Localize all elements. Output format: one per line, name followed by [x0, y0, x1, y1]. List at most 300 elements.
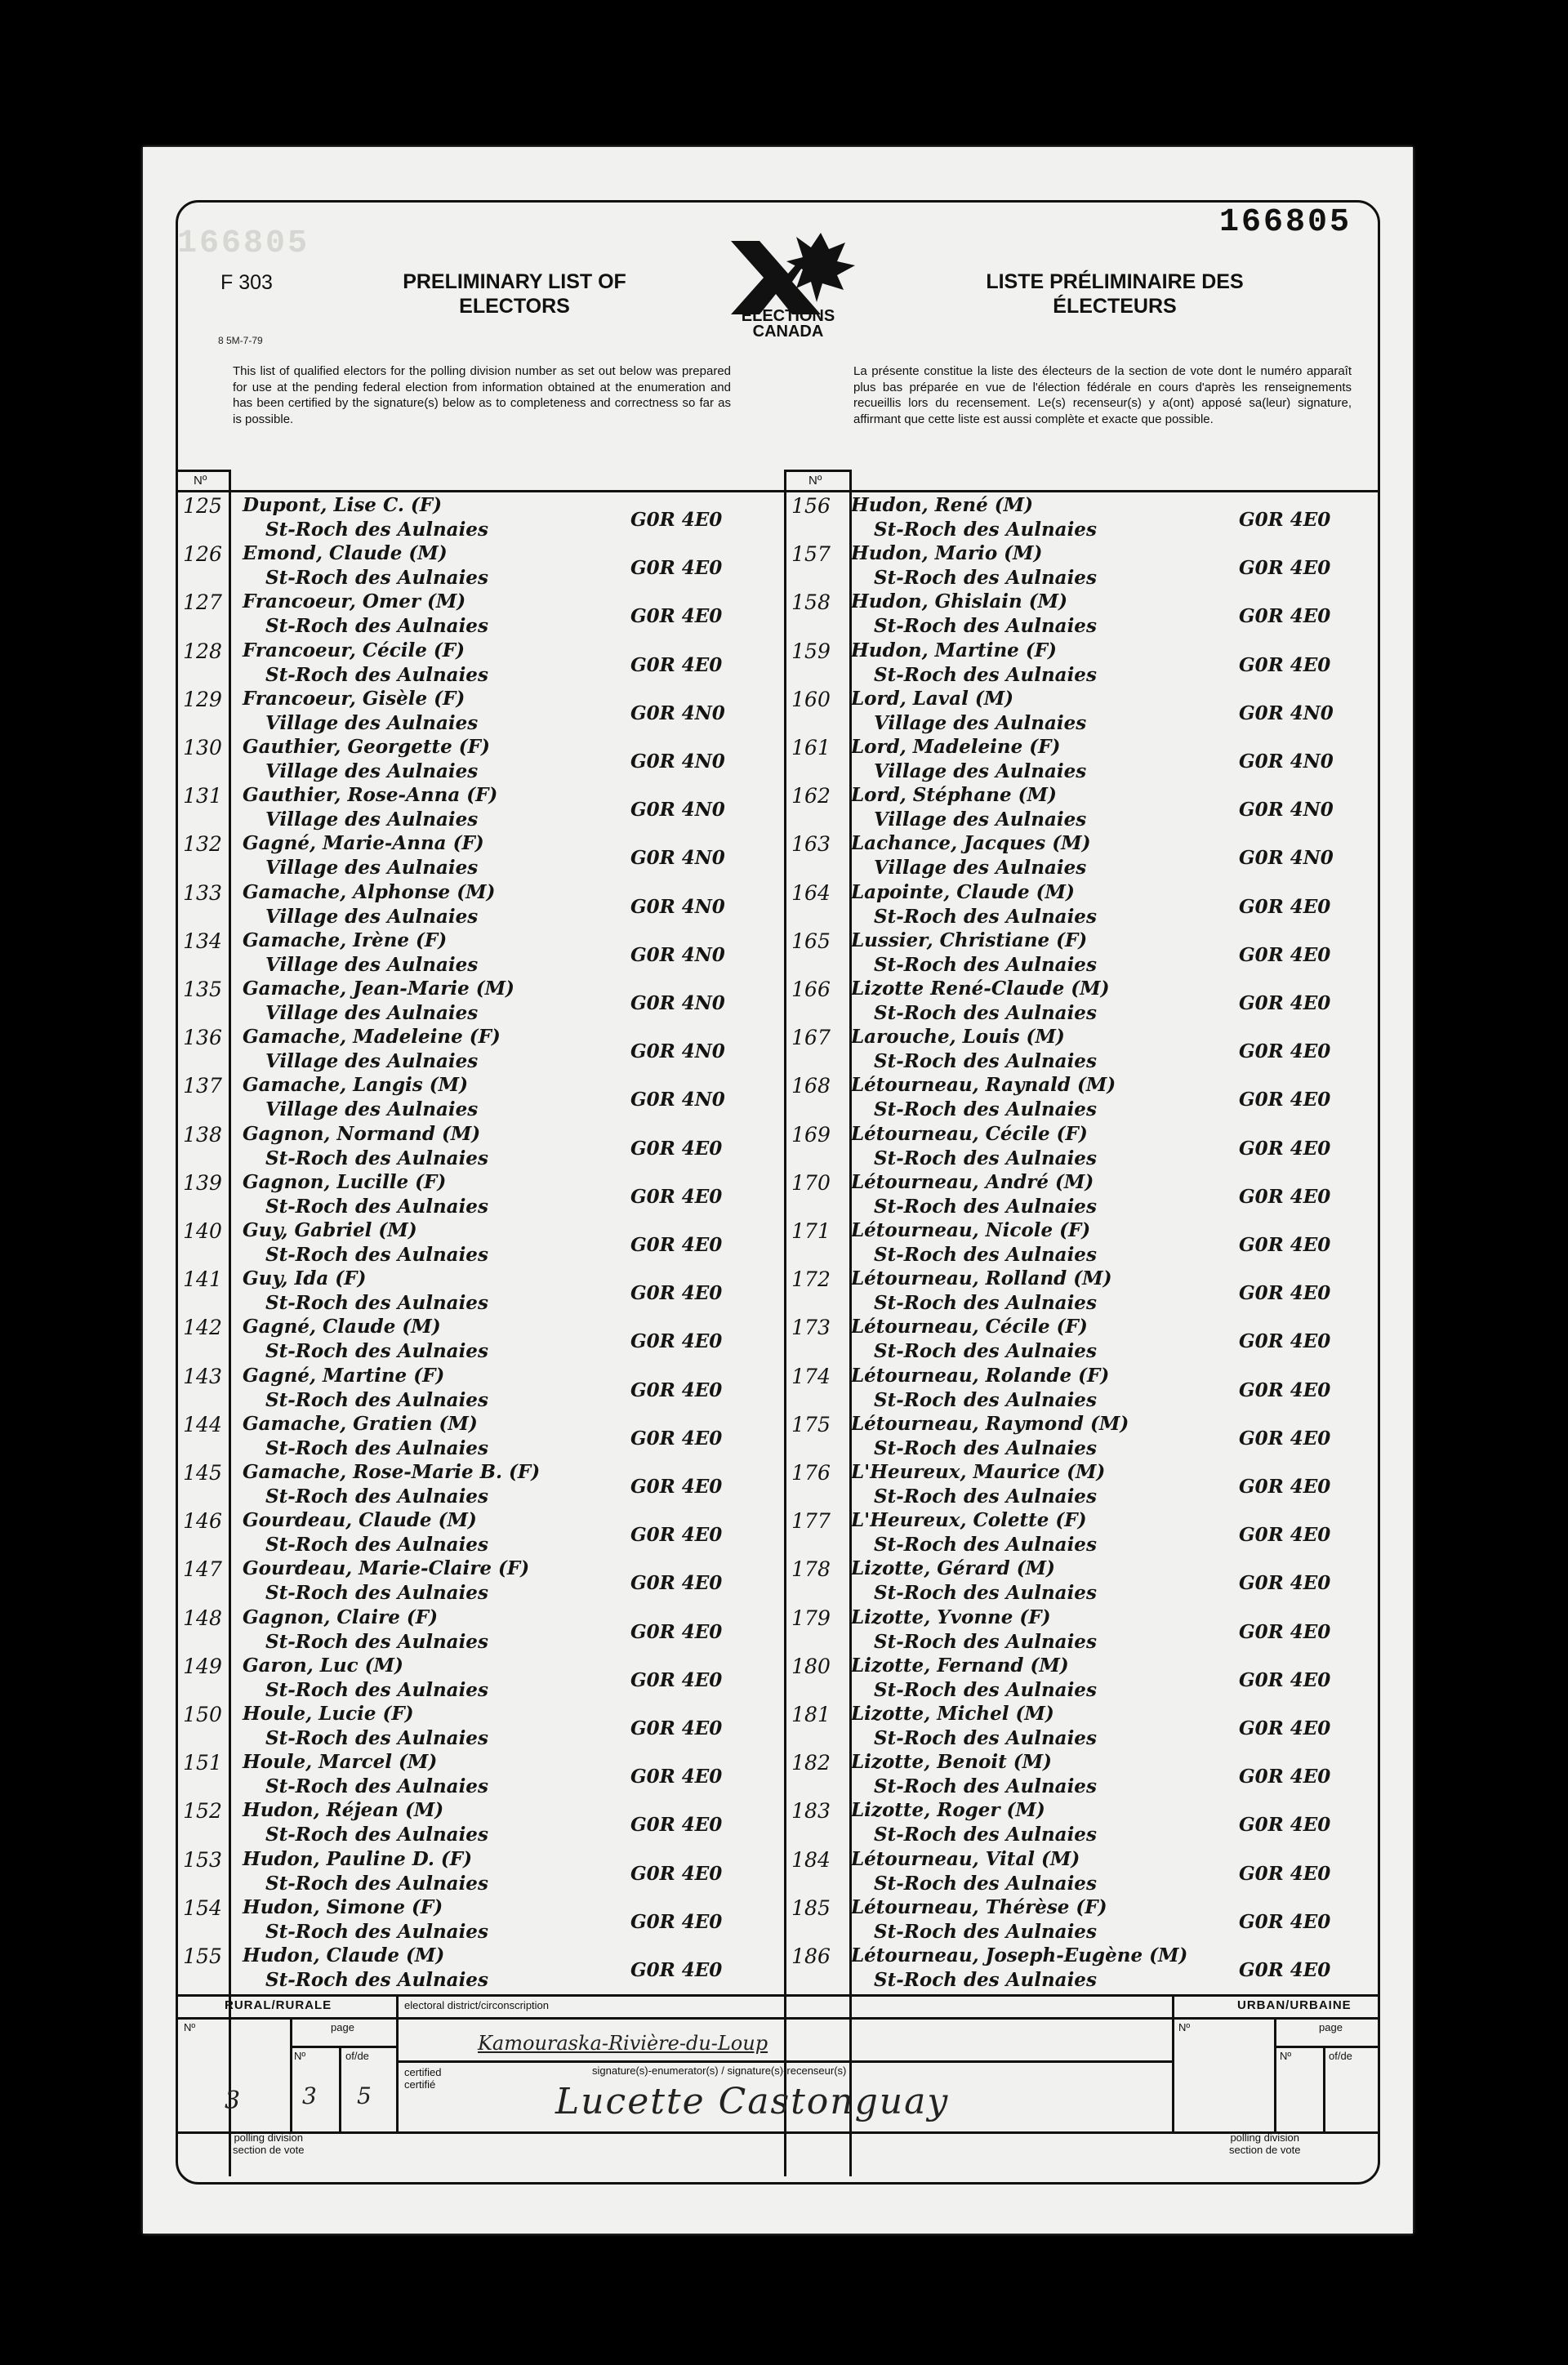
postal-code: G0R 4E0 [630, 653, 723, 676]
elector-address: St-Roch des Aulnaies [874, 1727, 1097, 1749]
elector-name: Gamache, Langis (M) [243, 1074, 468, 1097]
footer-page-sub-rule [339, 2046, 341, 2131]
elector-name: Gauthier, Georgette (F) [243, 736, 490, 758]
postal-code: G0R 4E0 [630, 1766, 723, 1788]
footer-urban-divider [1172, 1994, 1174, 2131]
rural-of-label: of/de [345, 2050, 369, 2062]
elector-entry [177, 1655, 741, 1703]
elector-entry [177, 1171, 741, 1219]
enumerator-signature: Lucette Castonguay [555, 2081, 950, 2122]
entry-number: 127 [183, 590, 222, 615]
elector-address: St-Roch des Aulnaies [265, 1244, 488, 1266]
elector-entry [177, 1026, 741, 1074]
elector-entry [177, 1365, 741, 1413]
elector-address: St-Roch des Aulnaies [874, 1244, 1097, 1266]
elector-name: Hudon, Pauline D. (F) [243, 1847, 472, 1870]
entry-number: 145 [183, 1461, 222, 1485]
form-number: F 303 [220, 271, 273, 294]
elector-address: St-Roch des Aulnaies [265, 1872, 488, 1895]
postal-code: G0R 4N0 [630, 750, 725, 773]
entry-number: 178 [791, 1557, 831, 1582]
serial-number: 166805 [1218, 204, 1352, 241]
elector-entry [177, 1123, 741, 1171]
elector-address: Village des Aulnaies [265, 857, 479, 880]
elector-entry [177, 1703, 741, 1751]
elector-entry [177, 784, 741, 832]
elector-name: Létourneau, Cécile (F) [851, 1316, 1088, 1338]
urban-label: URBAN/URBAINE [1237, 1998, 1352, 2012]
form-paper [143, 147, 1413, 2234]
entry-number: 150 [183, 1703, 222, 1726]
postal-code: G0R 4N0 [630, 847, 725, 870]
elector-name: Lapointe, Claude (M) [851, 880, 1075, 903]
elector-name: Hudon, Réjean (M) [243, 1799, 444, 1822]
postal-code: G0R 4E0 [1239, 1040, 1331, 1063]
elector-entry [786, 978, 1349, 1026]
postal-code: G0R 4E0 [1239, 992, 1331, 1014]
polling-division-number: 3 [225, 2087, 241, 2115]
elector-name: Lizotte, Michel (M) [851, 1703, 1054, 1725]
elector-name: Gagné, Martine (F) [243, 1364, 445, 1387]
logo-text-canada: CANADA [752, 323, 824, 339]
elector-name: Lord, Laval (M) [851, 687, 1014, 710]
elector-address: St-Roch des Aulnaies [265, 1775, 488, 1798]
postal-code: G0R 4E0 [1239, 1814, 1331, 1837]
elector-entry [177, 1461, 741, 1509]
elector-name: Gagné, Claude (M) [243, 1316, 441, 1338]
postal-code: G0R 4E0 [1239, 1862, 1331, 1885]
entry-number: 146 [183, 1509, 222, 1534]
elector-entry [177, 1896, 741, 1944]
intro-english: This list of qualified electors for the polling division number as set out below was prepared for use at the pending federal election from information obtained at the enumeration and has been certified by the signature(s) below as to completeness and correctness so far as is possible. [233, 364, 731, 426]
elector-address: St-Roch des Aulnaies [874, 615, 1097, 638]
entry-number: 153 [183, 1847, 222, 1872]
table-top-rule [176, 490, 1380, 492]
elector-entry [786, 1509, 1349, 1557]
entry-number: 168 [791, 1074, 831, 1098]
elector-name: Gamache, Alphonse (M) [243, 880, 496, 903]
elector-entry [786, 1316, 1349, 1364]
entry-number: 169 [791, 1122, 831, 1147]
elector-name: Hudon, Mario (M) [851, 542, 1043, 565]
title-french: LISTE PRÉLIMINAIRE DES ÉLECTEURS [986, 270, 1244, 318]
elector-name: L'Heureux, Colette (F) [851, 1509, 1087, 1532]
elector-entry [786, 1123, 1349, 1171]
entry-number: 139 [183, 1170, 222, 1195]
elector-name: Hudon, Martine (F) [851, 639, 1057, 661]
entry-number: 163 [791, 832, 831, 857]
elector-entry [177, 494, 741, 542]
elector-name: Gourdeau, Claude (M) [243, 1509, 477, 1532]
postal-code: G0R 4E0 [1239, 653, 1331, 676]
elector-entry [177, 1509, 741, 1557]
elector-name: Houle, Marcel (M) [243, 1751, 438, 1774]
footer-urban-sub-rule [1323, 2046, 1325, 2131]
elector-address: St-Roch des Aulnaies [265, 1485, 488, 1508]
elector-name: Lachance, Jacques (M) [851, 832, 1091, 855]
elector-name: Francoeur, Cécile (F) [243, 639, 465, 661]
entry-number: 164 [791, 880, 831, 905]
postal-code: G0R 4N0 [630, 799, 725, 822]
elector-name: Guy, Ida (F) [243, 1267, 367, 1290]
elector-name: Gagné, Marie-Anna (F) [243, 832, 484, 855]
elector-name: Larouche, Louis (M) [851, 1026, 1065, 1049]
elector-entry [177, 1606, 741, 1655]
elector-entry [786, 929, 1349, 978]
postal-code: G0R 4N0 [630, 1040, 725, 1063]
entry-number: 136 [183, 1026, 222, 1050]
elector-entry [177, 1799, 741, 1847]
entry-number: 175 [791, 1412, 831, 1436]
entry-number: 137 [183, 1074, 222, 1098]
elector-entry [786, 590, 1349, 639]
postal-code: G0R 4E0 [1239, 1910, 1331, 1933]
elector-entry [177, 688, 741, 736]
postal-code: G0R 4E0 [1239, 1330, 1331, 1353]
elector-address: St-Roch des Aulnaies [265, 567, 488, 590]
entry-number: 166 [791, 978, 831, 1001]
elector-address: St-Roch des Aulnaies [874, 1147, 1097, 1169]
elector-address: St-Roch des Aulnaies [874, 1098, 1097, 1121]
elector-address: St-Roch des Aulnaies [265, 1534, 488, 1557]
postal-code: G0R 4E0 [630, 557, 723, 580]
elector-entry [786, 832, 1349, 880]
postal-code: G0R 4N0 [630, 943, 725, 966]
elector-entry [177, 1074, 741, 1122]
elector-entry [786, 494, 1349, 542]
postal-code: G0R 4E0 [630, 1862, 723, 1885]
postal-code: G0R 4E0 [1239, 557, 1331, 580]
elector-address: St-Roch des Aulnaies [874, 1582, 1097, 1605]
postal-code: G0R 4E0 [630, 1330, 723, 1353]
elector-entry [177, 929, 741, 978]
postal-code: G0R 4E0 [630, 1959, 723, 1981]
entry-number: 149 [183, 1654, 222, 1678]
number-header-left: Nº [194, 474, 207, 488]
elector-address: St-Roch des Aulnaies [265, 519, 488, 541]
elector-address: Village des Aulnaies [874, 857, 1087, 880]
intro-french: La présente constitue la liste des électeurs de la section de vote dont le numéro apparaît plus bas préparée en vue de l'élection fédérale en cours d'après les renseignements recueillis lors du recensement. Le(s) recenseur(s) y a(ont) apposé sa(leur) signature, affirmant que cette liste est aussi complète et exacte que possible. [853, 364, 1352, 426]
elector-entry [786, 1896, 1349, 1944]
elector-address: St-Roch des Aulnaies [874, 953, 1097, 976]
postal-code: G0R 4E0 [1239, 1282, 1331, 1305]
elector-entry [786, 1026, 1349, 1074]
postal-code: G0R 4E0 [630, 1717, 723, 1739]
elector-address: St-Roch des Aulnaies [265, 1969, 488, 1991]
entry-number: 130 [183, 736, 222, 759]
elector-name: Létourneau, Raymond (M) [851, 1412, 1129, 1435]
elector-entry [177, 1219, 741, 1267]
postal-code: G0R 4E0 [1239, 1137, 1331, 1160]
elector-entry [177, 1413, 741, 1461]
elector-address: St-Roch des Aulnaies [265, 1195, 488, 1218]
rural-label: RURAL/RURALE [225, 1998, 332, 2012]
elector-name: Gamache, Gratien (M) [243, 1412, 478, 1435]
elector-name: Létourneau, Vital (M) [851, 1847, 1080, 1870]
elector-name: Létourneau, Rolland (M) [851, 1267, 1112, 1290]
entry-number: 147 [183, 1557, 222, 1582]
rural-page-label: page [331, 2021, 354, 2033]
elector-entry [786, 1703, 1349, 1751]
polling-label-urban: polling division section de vote [1229, 2131, 1301, 2156]
elector-address: Village des Aulnaies [265, 711, 479, 734]
entry-number: 176 [791, 1461, 831, 1485]
postal-code: G0R 4E0 [630, 1910, 723, 1933]
page-of: 5 [357, 2082, 372, 2109]
elector-entry [177, 1267, 741, 1316]
elector-name: Gamache, Madeleine (F) [243, 1026, 501, 1049]
elector-name: Gauthier, Rose-Anna (F) [243, 784, 498, 807]
entry-number: 174 [791, 1364, 831, 1388]
elector-address: Village des Aulnaies [265, 905, 479, 928]
elector-entry [786, 1799, 1349, 1847]
postal-code: G0R 4N0 [1239, 799, 1334, 822]
elector-address: Village des Aulnaies [265, 953, 479, 976]
rural-no-label: Nº [184, 2021, 196, 2033]
postal-code: G0R 4E0 [630, 1234, 723, 1256]
elector-address: St-Roch des Aulnaies [874, 1195, 1097, 1218]
footer-district-rule [396, 2060, 1172, 2063]
elector-address: St-Roch des Aulnaies [874, 1050, 1097, 1073]
elector-entry [786, 784, 1349, 832]
elector-name: Dupont, Lise C. (F) [243, 494, 442, 516]
elector-address: St-Roch des Aulnaies [874, 1340, 1097, 1363]
postal-code: G0R 4N0 [630, 1089, 725, 1111]
entry-number: 170 [791, 1170, 831, 1195]
entry-number: 133 [183, 880, 222, 905]
entry-number: 172 [791, 1267, 831, 1292]
elector-entry [177, 1848, 741, 1896]
footer-top-rule [176, 1994, 1380, 1997]
elector-entry [786, 1219, 1349, 1267]
entry-number: 126 [183, 542, 222, 567]
postal-code: G0R 4E0 [1239, 1524, 1331, 1547]
entry-number: 143 [183, 1364, 222, 1388]
title-english: PRELIMINARY LIST OF ELECTORS [403, 270, 626, 318]
elector-entry [177, 1316, 741, 1364]
elections-canada-logo [715, 225, 862, 339]
postal-code: G0R 4E0 [1239, 1089, 1331, 1111]
entry-number: 160 [791, 687, 831, 711]
elector-address: St-Roch des Aulnaies [265, 1678, 488, 1701]
elector-address: St-Roch des Aulnaies [874, 1002, 1097, 1024]
elector-name: L'Heureux, Maurice (M) [851, 1461, 1106, 1483]
elector-address: St-Roch des Aulnaies [265, 1436, 488, 1459]
entry-number: 180 [791, 1654, 831, 1678]
elector-name: Gamache, Irène (F) [243, 929, 448, 951]
entry-number: 183 [791, 1799, 831, 1824]
elector-address: St-Roch des Aulnaies [265, 615, 488, 638]
entry-number: 144 [183, 1412, 222, 1436]
elector-address: Village des Aulnaies [265, 1098, 479, 1121]
footer-polling-rule-left [176, 2131, 1380, 2134]
postal-code: G0R 4E0 [1239, 1185, 1331, 1208]
footer-urban-page-rule [1274, 2017, 1276, 2131]
entry-number: 140 [183, 1219, 222, 1243]
elector-name: Lord, Stéphane (M) [851, 784, 1057, 807]
elector-name: Houle, Lucie (F) [243, 1703, 414, 1725]
postal-code: G0R 4E0 [1239, 605, 1331, 628]
elector-address: St-Roch des Aulnaies [265, 1582, 488, 1605]
entry-number: 167 [791, 1026, 831, 1050]
urban-page-label: page [1319, 2021, 1343, 2033]
elector-address: St-Roch des Aulnaies [874, 1388, 1097, 1411]
postal-code: G0R 4N0 [1239, 847, 1334, 870]
postal-code: G0R 4E0 [630, 1378, 723, 1401]
postal-code: G0R 4N0 [630, 895, 725, 918]
elector-name: Lizotte, Roger (M) [851, 1799, 1045, 1822]
elector-address: St-Roch des Aulnaies [874, 1436, 1097, 1459]
elector-name: Emond, Claude (M) [243, 542, 448, 565]
elector-name: Gagnon, Lucille (F) [243, 1170, 447, 1193]
postal-code: G0R 4E0 [630, 509, 723, 531]
elector-name: Gagnon, Claire (F) [243, 1606, 438, 1628]
elector-entry [786, 1557, 1349, 1606]
ghost-serial: 166805 [177, 225, 310, 262]
elector-address: St-Roch des Aulnaies [874, 1969, 1097, 1991]
urban-no-label: Nº [1178, 2021, 1191, 2033]
elector-name: Hudon, Claude (M) [243, 1944, 445, 1966]
elector-address: St-Roch des Aulnaies [874, 1630, 1097, 1653]
elector-address: Village des Aulnaies [265, 1002, 479, 1024]
elector-entry [177, 736, 741, 784]
entry-number: 157 [791, 542, 831, 567]
postal-code: G0R 4E0 [630, 1476, 723, 1498]
elector-entry [786, 1074, 1349, 1122]
elector-entry [786, 736, 1349, 784]
postal-code: G0R 4E0 [1239, 509, 1331, 531]
entry-number: 154 [183, 1895, 222, 1920]
postal-code: G0R 4E0 [1239, 1427, 1331, 1450]
entry-number: 132 [183, 832, 222, 857]
postal-code: G0R 4N0 [630, 992, 725, 1014]
elector-name: Hudon, Simone (F) [243, 1895, 443, 1918]
entry-number: 161 [791, 736, 831, 759]
elector-name: Létourneau, Rolande (F) [851, 1364, 1110, 1387]
entry-number: 158 [791, 590, 831, 615]
elector-name: Létourneau, Nicole (F) [851, 1219, 1091, 1241]
postal-code: G0R 4E0 [1239, 1717, 1331, 1739]
postal-code: G0R 4E0 [630, 605, 723, 628]
elector-address: St-Roch des Aulnaies [265, 1920, 488, 1943]
elector-address: St-Roch des Aulnaies [874, 1292, 1097, 1315]
entry-number: 148 [183, 1606, 222, 1630]
elector-entry [177, 881, 741, 929]
entry-number: 184 [791, 1847, 831, 1872]
elector-address: St-Roch des Aulnaies [265, 1147, 488, 1169]
entry-number: 162 [791, 784, 831, 808]
elector-name: Létourneau, Raynald (M) [851, 1074, 1116, 1097]
postal-code: G0R 4E0 [630, 1620, 723, 1643]
elector-entry [177, 639, 741, 688]
elector-address: St-Roch des Aulnaies [265, 1824, 488, 1846]
elector-address: Village des Aulnaies [265, 1050, 479, 1073]
postal-code: G0R 4E0 [1239, 1766, 1331, 1788]
elector-entry [177, 832, 741, 880]
elector-name: Guy, Gabriel (M) [243, 1219, 417, 1241]
postal-code: G0R 4E0 [630, 1427, 723, 1450]
elector-name: Létourneau, Cécile (F) [851, 1122, 1088, 1145]
postal-code: G0R 4E0 [1239, 1234, 1331, 1256]
certified-label: certified certifié [404, 2066, 442, 2091]
elector-address: St-Roch des Aulnaies [265, 1340, 488, 1363]
postal-code: G0R 4E0 [630, 1137, 723, 1160]
elector-name: Gourdeau, Marie-Claire (F) [243, 1557, 530, 1580]
elector-address: Village des Aulnaies [874, 711, 1087, 734]
elector-address: St-Roch des Aulnaies [874, 663, 1097, 686]
form-code: 8 5M-7-79 [218, 335, 263, 346]
footer-urban-sub-top [1274, 2046, 1380, 2048]
entry-number: 182 [791, 1751, 831, 1775]
elector-address: St-Roch des Aulnaies [265, 1292, 488, 1315]
elector-name: Hudon, René (M) [851, 494, 1033, 516]
footer-row-rule [176, 2017, 1380, 2020]
elector-entry [786, 881, 1349, 929]
elector-address: St-Roch des Aulnaies [265, 1727, 488, 1749]
elector-address: St-Roch des Aulnaies [874, 567, 1097, 590]
elector-address: Village des Aulnaies [874, 760, 1087, 782]
entry-number: 142 [183, 1316, 222, 1340]
entry-number: 186 [791, 1944, 831, 1968]
elector-name: Gamache, Jean-Marie (M) [243, 978, 514, 1000]
page-number: 3 [302, 2082, 317, 2109]
entry-number: 129 [183, 687, 222, 711]
entry-number: 131 [183, 784, 222, 808]
postal-code: G0R 4E0 [630, 1668, 723, 1691]
elector-address: St-Roch des Aulnaies [874, 1920, 1097, 1943]
elector-address: St-Roch des Aulnaies [874, 1485, 1097, 1508]
elector-entry [786, 1848, 1349, 1896]
number-header-left-top [176, 470, 231, 472]
footer-page-box-rule [290, 2017, 292, 2131]
polling-label-rural: polling division section de vote [233, 2131, 305, 2156]
elector-name: Létourneau, Thérèse (F) [851, 1895, 1107, 1918]
entry-number: 173 [791, 1316, 831, 1340]
district-value: Kamouraska-Rivière-du-Loup [478, 2032, 768, 2055]
urban-of-label: of/de [1329, 2050, 1352, 2062]
elector-name: Létourneau, André (M) [851, 1170, 1094, 1193]
entry-number: 128 [183, 639, 222, 663]
postal-code: G0R 4E0 [1239, 1620, 1331, 1643]
elector-entry [177, 1751, 741, 1799]
entry-number: 125 [183, 494, 222, 518]
entry-number: 177 [791, 1509, 831, 1534]
entry-number: 185 [791, 1895, 831, 1920]
postal-code: G0R 4E0 [1239, 943, 1331, 966]
elector-entry [177, 1944, 741, 1993]
elector-address: St-Roch des Aulnaies [874, 1775, 1097, 1798]
entry-number: 141 [183, 1267, 222, 1292]
district-label: electoral district/circonscription [404, 1999, 550, 2011]
postal-code: G0R 4E0 [1239, 1572, 1331, 1595]
elector-name: Lizotte, Benoit (M) [851, 1751, 1052, 1774]
number-header-right: Nº [808, 474, 822, 488]
elector-entry [786, 1606, 1349, 1655]
entry-number: 165 [791, 929, 831, 953]
elector-name: Hudon, Ghislain (M) [851, 590, 1067, 613]
number-header-right-top [784, 470, 852, 472]
elector-address: St-Roch des Aulnaies [874, 519, 1097, 541]
elector-address: Village des Aulnaies [265, 808, 479, 831]
postal-code: G0R 4N0 [1239, 701, 1334, 724]
elector-address: St-Roch des Aulnaies [874, 1872, 1097, 1895]
elector-entry [786, 1365, 1349, 1413]
elector-entry [177, 542, 741, 590]
postal-code: G0R 4E0 [1239, 1668, 1331, 1691]
postal-code: G0R 4N0 [630, 701, 725, 724]
elector-address: St-Roch des Aulnaies [265, 1630, 488, 1653]
elector-name: Garon, Luc (M) [243, 1654, 403, 1677]
